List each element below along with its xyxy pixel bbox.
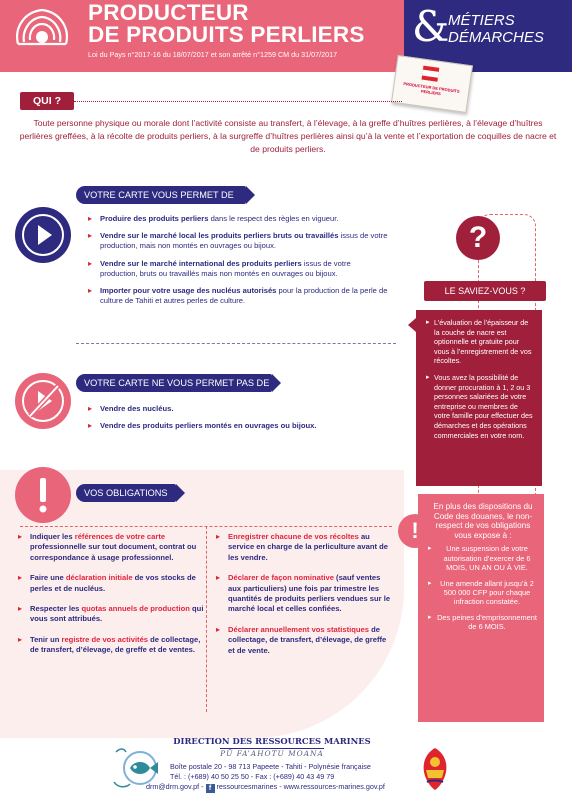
obligation-item [18, 532, 208, 563]
obligation-highlight: déclaration initiale [65, 573, 133, 583]
obligation-text: avant de les vendre. [228, 542, 388, 562]
footer-separator: - [199, 782, 206, 791]
permet-section-label: VOTRE CARTE VOUS PERMET DE [76, 186, 246, 204]
facebook-icon: f [206, 784, 215, 793]
obligation-item [216, 573, 392, 615]
penalty-item: ▸ Une suspension de votre autorisation d’exercer de 6 MOIS, UN AN OU À VIE. [428, 544, 538, 572]
ne-permet-item: ▸ Vendre des produits perliers montés en ouvrages ou bijoux. [88, 421, 388, 431]
obligation-item [216, 532, 392, 563]
obligation-item [216, 625, 392, 656]
permet-item-text: dans le respect des règles en vigueur. [208, 214, 339, 223]
demarches-line: DÉMARCHES [448, 29, 544, 46]
footer-email[interactable]: drm@drm.gov.pf [146, 782, 200, 791]
exclamation-icon [14, 466, 72, 524]
title-line-2: DE PRODUITS PERLIERS [88, 22, 365, 47]
saviez-vous-box [416, 310, 542, 486]
permet-item-text: issus de votre production, mais non montés en ouvrages ou bijoux. [100, 231, 388, 251]
obligation-item [18, 635, 208, 656]
obligation-text: de collectage, de transfert, d’élevage, de greffe et de vente. [228, 624, 387, 655]
penalties-list [418, 542, 544, 631]
ne-permet-list [88, 404, 388, 438]
permet-list [88, 214, 388, 313]
forbidden-play-icon [14, 372, 72, 430]
play-icon [14, 206, 72, 264]
permet-item-text: issus de votre production, bruts ou travaillés mais non montés en ouvrages ou bijoux. [100, 258, 351, 278]
obligation-text: professionnelle sur tout document, contrat ou correspondance à usage professionnel. [30, 542, 197, 562]
obligations-section-label: VOS OBLIGATIONS [76, 484, 176, 502]
permet-item [88, 259, 388, 279]
footer-facebook[interactable]: ressourcesmarines [216, 782, 278, 791]
obligation-text: Indiquer les [30, 532, 75, 541]
ampersand-glyph: & [412, 2, 450, 51]
saviez-vous-label: LE SAVIEZ-VOUS ? [424, 281, 546, 301]
law-reference: Loi du Pays n°2017-16 du 18/07/2017 et son arrêté n°1259 CM du 31/07/2017 [88, 50, 338, 59]
ne-permet-section-label: VOTRE CARTE NE VOUS PERMET PAS DE [76, 374, 272, 392]
obligation-text: de vos stocks de perles et de nucléus. [30, 573, 196, 593]
permet-item-bold: Vendre sur le marché international des produits perliers [100, 258, 302, 268]
penalty-item: ▸ Des peines d’emprisonnement de 6 MOIS. [428, 613, 538, 632]
obligations-left-column [18, 532, 208, 666]
obligations-right-list [206, 532, 392, 656]
obligation-item [18, 604, 208, 625]
polynesia-crest-icon [420, 746, 450, 792]
permet-item-text: pour la production de la perle de culture de Tahiti et autres perles de culture. [100, 286, 388, 306]
permet-item [88, 231, 388, 251]
obligation-text: (sauf ventes aux particuliers) [228, 573, 381, 593]
obligation-text: Tenir un [30, 634, 62, 644]
footer-contact [146, 782, 436, 793]
penalties-intro: En plus des dispositions du Code des douanes, le non-respect de vos obligations vous expose à : [433, 502, 533, 540]
obligation-highlight: Déclarer de façon nominative [228, 573, 337, 583]
obligations-right-column [206, 532, 392, 666]
obligation-text: Respecter les [30, 604, 82, 614]
qui-description: Toute personne physique ou morale dont l’activité consiste au transfert, à l’élevage, à la greffe d’huîtres perlières, à l’élevage d’huîtres perlières greffées, à la récolte de produits perliers, à la surgreffe d’huîtres perlières ainsi qu’à la vente et l’exportation de coquilles de nacre et de produits perliers. [19, 118, 557, 154]
question-mark-icon: ? [456, 216, 500, 260]
permet-item-bold: Importer pour votre usage des nucléus autorisés [100, 286, 277, 296]
qui-divider [74, 101, 402, 102]
flag-icon [422, 66, 440, 82]
saviez-vous-item: ▸ Vous avez la possibilité de donner procuration à 1, 2 ou 3 personnes salariées de votre entreprise ou membres de votre famille pour effectuer des démarches et des opérations commerciales en votre nom. [426, 373, 534, 440]
page-title [88, 2, 365, 46]
footer-website[interactable]: www.ressources-marines.gov.pf [283, 782, 385, 791]
obligation-highlight: registre de vos activités [61, 634, 149, 644]
ne-permet-item: ▸ Vendre des nucléus. [88, 404, 388, 414]
obligation-text: au service en charge de la perliculture [228, 532, 370, 552]
permet-item [88, 214, 388, 224]
obligation-text: Faire une [30, 573, 66, 583]
obligation-item [18, 573, 208, 594]
footer-organization: DIRECTION DES RESSOURCES MARINES [173, 736, 371, 746]
penalties-box [418, 494, 544, 722]
obligation-highlight: références de votre carte [74, 532, 166, 541]
footer-address: Boîte postale 20 - 98 713 Papeete - Tahiti - Polynésie française [170, 762, 371, 771]
obligation-text: qui vous sont attribués. [30, 604, 204, 624]
permet-item-bold: Vendre sur le marché local les produits perliers bruts ou travaillés [100, 231, 339, 241]
penalty-item: ▸ Une amende allant jusqu’à 2 500 000 CFP pour chaque infraction constatée. [428, 579, 538, 607]
permet-item-bold: Produire des produits perliers [100, 214, 209, 223]
metiers-line: MÉTIERS [448, 12, 515, 29]
shell-logo-icon [10, 4, 74, 56]
qui-label: QUI ? [20, 92, 74, 110]
footer-phone: Tél. : (+689) 40 50 25 50 - Fax : (+689) 40 43 49 79 [170, 772, 335, 781]
section-divider [76, 343, 396, 344]
footer-address-block [170, 762, 430, 782]
metiers-demarches-label [448, 12, 544, 46]
saviez-vous-item: ▸ L’évaluation de l’épaisseur de la couche de nacre est optionnelle et gratuite pour vous à l’enregistrement de vos récoltes. [426, 318, 534, 366]
footer-subtitle: PŪ FA’AHOTU MOANA [220, 749, 324, 758]
saviez-vous-list [416, 310, 542, 440]
obligation-highlight: Déclarer annuellement vos statistiques [228, 624, 369, 634]
title-line-1: PRODUCTEUR [88, 0, 249, 25]
obligations-left-list [18, 532, 208, 656]
footer-separator: - [277, 782, 284, 791]
professional-card-image [391, 55, 473, 113]
permet-item [88, 286, 388, 306]
warning-exclamation-icon: ! [398, 514, 432, 548]
obligation-text: une fois par trimestre les quantités de produits perliers vendues sur le marché local et celles confiées. [228, 583, 391, 614]
obligation-text: de collectage, de transfert, d’élevage, de greffe et de ventes. [30, 634, 201, 655]
obligation-highlight: Enregistrer chacune de vos récoltes [228, 532, 359, 541]
obligation-highlight: quotas annuels de production [81, 604, 190, 614]
card-text: PRODUCTEUR DE PRODUITS PERLIERS [403, 81, 460, 97]
